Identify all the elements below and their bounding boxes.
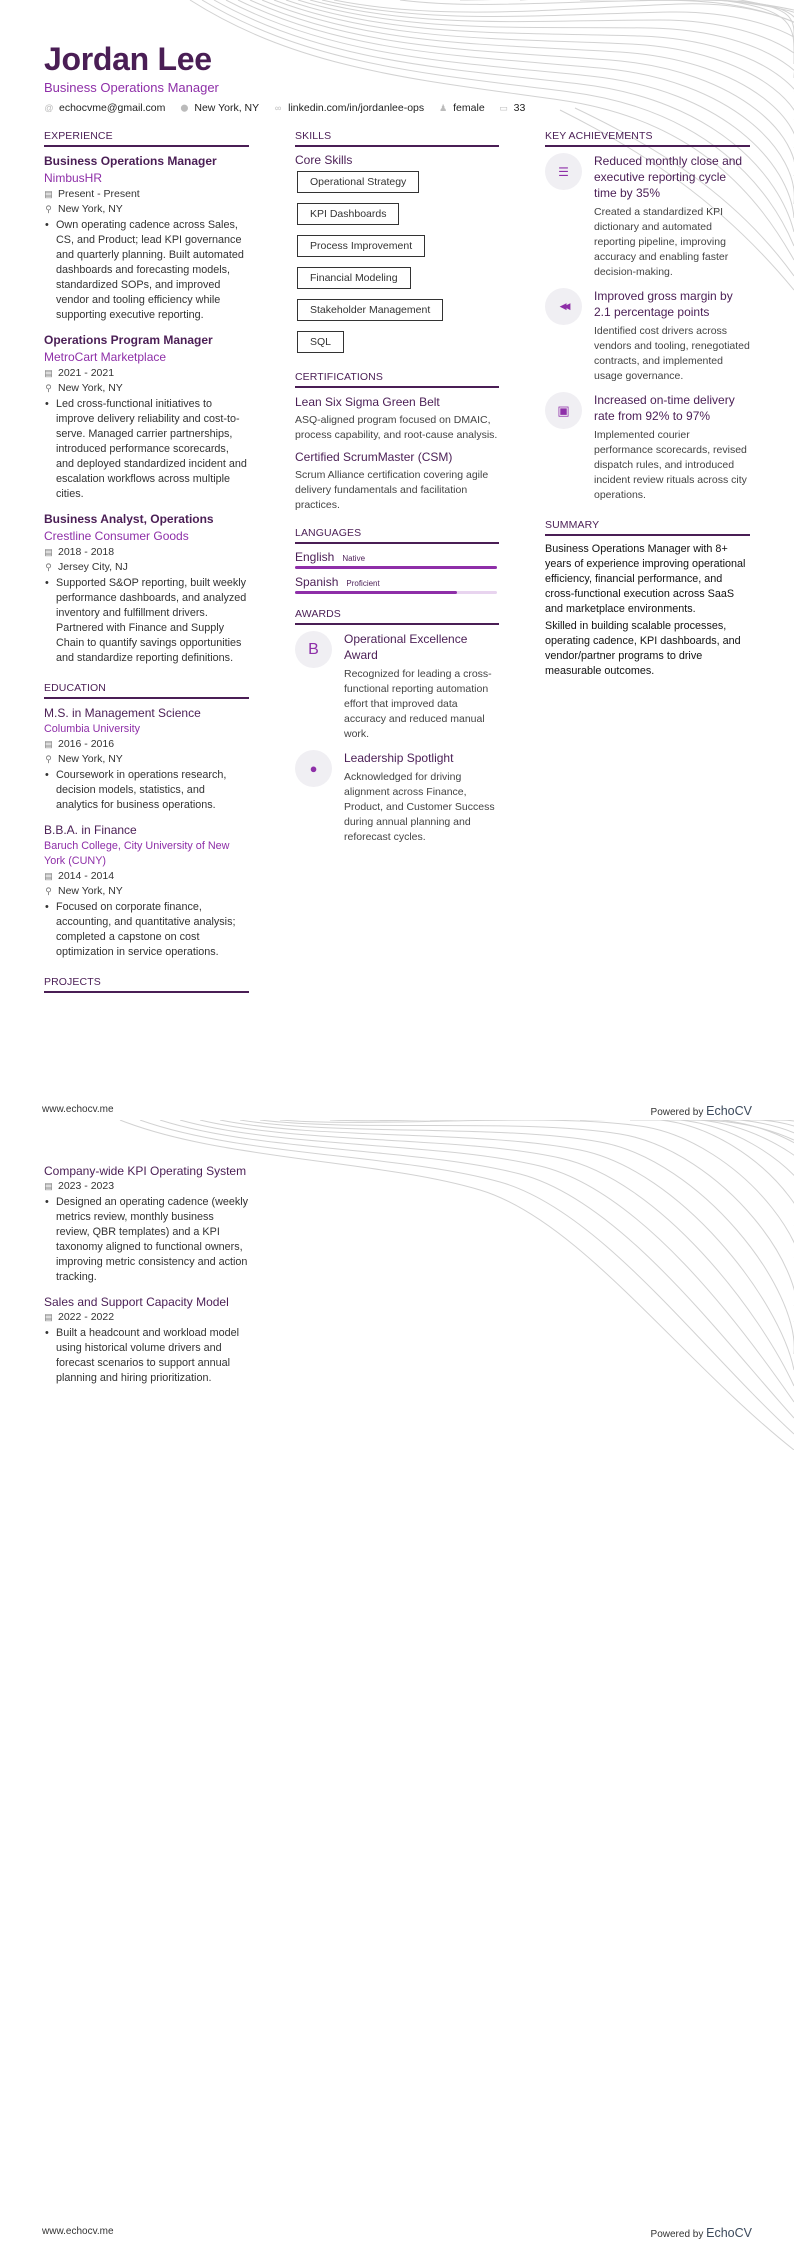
- calendar-icon: ▤: [44, 1181, 53, 1191]
- contact-gender: ♟ female: [439, 102, 485, 114]
- job-role: Business Analyst, Operations: [44, 512, 214, 526]
- contact-location: ⬤ New York, NY: [180, 102, 260, 114]
- contact-linkedin[interactable]: ∞ linkedin.com/in/jordanlee-ops: [274, 102, 425, 114]
- school: Columbia University: [44, 723, 141, 735]
- experience-entry: [44, 511, 249, 666]
- school: Baruch College, City University of New York (CUNY): [44, 840, 230, 867]
- page-footer: [0, 1104, 794, 1118]
- award-name: Operational Excellence Award: [344, 632, 468, 662]
- education-location: New York, NY: [58, 753, 123, 765]
- footer-powered-by: Powered by EchoCV: [650, 1104, 752, 1118]
- contact-email[interactable]: @ echocvme@gmail.com: [44, 102, 166, 114]
- certification-name: Lean Six Sigma Green Belt: [295, 395, 440, 409]
- calendar-icon: ▤: [44, 739, 53, 749]
- section-title-certifications: CERTIFICATIONS: [295, 371, 499, 388]
- job-bullet: • Led cross-functional initiatives to improve delivery reliability and cost-to-serve. Managed carrier partnerships, introduced performance scorecards, and deployed standardized incident and escalation workflows across multiple cities.: [56, 397, 249, 502]
- language-name: English: [295, 550, 335, 564]
- location-pin-icon: ⚲: [45, 754, 52, 764]
- job-role: Operations Program Manager: [44, 333, 213, 347]
- footer-powered-by: Powered by EchoCV: [650, 2226, 752, 2240]
- location-pin-icon: ⚲: [45, 204, 52, 214]
- skill-chip-list: [295, 171, 499, 363]
- projects-section-header: [44, 976, 249, 993]
- calendar-icon: ▤: [44, 189, 53, 199]
- education-bullet: • Focused on corporate finance, accounting, and quantitative analysis; completed a capstone on cost optimization in service operations.: [56, 900, 249, 960]
- location-pin-icon: ⚲: [45, 383, 52, 393]
- page-footer: [0, 2226, 794, 2240]
- skills-group-title: Core Skills: [295, 153, 353, 167]
- job-dates: 2021 - 2021: [58, 367, 115, 379]
- achievement-title: Improved gross margin by 2.1 percentage points: [594, 289, 733, 319]
- language-proficiency-bar: [295, 591, 497, 594]
- skill-chip: Financial Modeling: [297, 267, 411, 289]
- job-location: New York, NY: [58, 382, 123, 394]
- summary-section: [545, 519, 750, 679]
- job-role: Business Operations Manager: [44, 154, 217, 168]
- achievement-entry: [545, 392, 750, 503]
- skill-chip: Stakeholder Management: [297, 299, 443, 321]
- location-pin-icon: ⚲: [45, 562, 52, 572]
- education-section: [44, 682, 249, 960]
- letter-b-icon: B: [295, 631, 332, 668]
- achievement-entry: [545, 153, 750, 280]
- job-bullet: • Own operating cadence across Sales, CS, and Product; lead KPI governance and quarterly planning. Built automated dashboards and forecasting models, standardized SOPs, and improved vendor and tooling efficiency while supporting executive reporting.: [56, 218, 249, 323]
- degree: M.S. in Management Science: [44, 706, 201, 720]
- achievement-description: Identified cost drivers across vendors and tooling, renegotiated contracts, and implemented usage governance.: [594, 325, 750, 382]
- section-title-languages: LANGUAGES: [295, 527, 499, 544]
- project-entry: [44, 1294, 249, 1386]
- education-location: New York, NY: [58, 885, 123, 897]
- candidate-title: Business Operations Manager: [44, 80, 219, 95]
- section-title-education: EDUCATION: [44, 682, 249, 699]
- project-name: Sales and Support Capacity Model: [44, 1295, 229, 1309]
- education-dates: 2016 - 2016: [58, 738, 115, 750]
- award-entry: [295, 631, 499, 742]
- project-name: Company-wide KPI Operating System: [44, 1164, 247, 1178]
- footer-website-link[interactable]: www.echocv.me: [42, 2226, 114, 2237]
- award-entry: [295, 750, 499, 845]
- job-location: New York, NY: [58, 203, 123, 215]
- skills-section: [295, 130, 499, 363]
- certification-description: ASQ-aligned program focused on DMAIC, process capability, and root-cause analysis.: [295, 414, 498, 441]
- certification-description: Scrum Alliance certification covering agile delivery fundamentals and facilitation practices.: [295, 469, 489, 511]
- calendar-icon: ▭: [499, 102, 508, 113]
- language-proficiency-bar: [295, 566, 497, 569]
- language-level: Native: [342, 554, 366, 563]
- link-icon: ∞: [274, 103, 282, 113]
- experience-section: [44, 130, 249, 666]
- project-bullet: • Designed an operating cadence (weekly metrics review, monthly business review, QBR templates) and a KPI taxonomy aligned to functional owners, improving metric consistency and action tracking.: [56, 1195, 249, 1285]
- project-entry: [44, 1163, 249, 1285]
- section-title-experience: EXPERIENCE: [44, 130, 249, 147]
- location-pin-icon: ⚲: [45, 886, 52, 896]
- job-dates: Present - Present: [58, 188, 140, 200]
- education-entry: [44, 822, 249, 960]
- skill-chip: Process Improvement: [297, 235, 425, 257]
- achievement-title: Reduced monthly close and executive reporting cycle time by 35%: [594, 154, 743, 200]
- awards-section: [295, 608, 499, 845]
- degree: B.B.A. in Finance: [44, 823, 137, 837]
- rewind-icon: ◀◀: [545, 288, 582, 325]
- calendar-icon: ▤: [44, 1312, 53, 1322]
- project-bullet: • Built a headcount and workload model using historical volume drivers and forecast scenarios to support annual planning and hiring prioritization.: [56, 1326, 249, 1386]
- award-description: Recognized for leading a cross-functional reporting automation effort that improved data accuracy and reduced manual work.: [344, 668, 492, 740]
- footer-website-link[interactable]: www.echocv.me: [42, 1104, 114, 1115]
- candidate-name: Jordan Lee: [44, 41, 212, 77]
- summary-paragraph: Business Operations Manager with 8+ years of experience improving operational efficiency, financial performance, and cross-functional execution across SaaS and marketplace environments.: [545, 543, 746, 615]
- experience-entry: [44, 153, 249, 323]
- project-dates: 2022 - 2022: [58, 1311, 115, 1323]
- calendar-icon: ▤: [44, 871, 53, 881]
- experience-entry: [44, 332, 249, 502]
- award-name: Leadership Spotlight: [344, 751, 454, 765]
- education-entry: [44, 705, 249, 813]
- job-company: NimbusHR: [44, 171, 103, 185]
- shield-badge-icon: ●: [295, 750, 332, 787]
- key-achievements-section: [545, 130, 750, 503]
- section-title-awards: AWARDS: [295, 608, 499, 625]
- language-level: Proficient: [346, 579, 380, 588]
- section-title-summary: SUMMARY: [545, 519, 750, 536]
- certification-name: Certified ScrumMaster (CSM): [295, 450, 453, 464]
- calendar-chart-icon: ▣: [545, 392, 582, 429]
- job-company: Crestline Consumer Goods: [44, 529, 189, 543]
- skill-chip: SQL: [297, 331, 344, 353]
- resume-header: [44, 40, 525, 114]
- education-bullet: • Coursework in operations research, decision models, statistics, and analytics for business operations.: [56, 768, 249, 813]
- contact-age: ▭ 33: [499, 102, 526, 114]
- location-pin-icon: ⬤: [180, 105, 189, 112]
- skill-chip: KPI Dashboards: [297, 203, 399, 225]
- skill-chip: Operational Strategy: [297, 171, 419, 193]
- contact-list: [44, 102, 525, 114]
- job-location: Jersey City, NJ: [58, 561, 128, 573]
- summary-paragraph: Skilled in building scalable processes, operating cadence, KPI dashboards, and vendor/partner programs to drive measurable outcomes.: [545, 620, 741, 677]
- projects-section: [44, 1163, 249, 1395]
- award-description: Acknowledged for driving alignment across Finance, Product, and Customer Success during annual planning and reforecast cycles.: [344, 771, 495, 843]
- calendar-icon: ▤: [44, 368, 53, 378]
- job-dates: 2018 - 2018: [58, 546, 115, 558]
- section-title-skills: SKILLS: [295, 130, 499, 147]
- project-dates: 2023 - 2023: [58, 1180, 115, 1192]
- languages-section: [295, 527, 499, 594]
- certifications-section: [295, 371, 499, 513]
- section-title-projects: PROJECTS: [44, 976, 249, 993]
- section-title-key-achievements: KEY ACHIEVEMENTS: [545, 130, 750, 147]
- left-column: [44, 130, 249, 999]
- achievement-title: Increased on-time delivery rate from 92% to 97%: [594, 393, 735, 423]
- education-dates: 2014 - 2014: [58, 870, 115, 882]
- language-name: Spanish: [295, 575, 339, 589]
- person-icon: ♟: [439, 102, 448, 113]
- brand-logo: EchoCV: [706, 1104, 752, 1118]
- calendar-icon: ▤: [44, 547, 53, 557]
- lines-icon: ☰: [545, 153, 582, 190]
- middle-column: [295, 130, 499, 853]
- at-icon: @: [44, 103, 54, 113]
- job-company: MetroCart Marketplace: [44, 350, 167, 364]
- right-column: [545, 130, 750, 681]
- achievement-description: Created a standardized KPI dictionary and automated reporting pipeline, improving accuracy and enabling faster decision-making.: [594, 206, 729, 278]
- achievement-description: Implemented courier performance scorecards, revised dispatch rules, and introduced incident review rituals across city operations.: [594, 429, 747, 501]
- achievement-entry: [545, 288, 750, 384]
- job-bullet: • Supported S&OP reporting, built weekly performance dashboards, and analyzed inventory and fulfillment drivers. Partnered with Finance and Supply Chain to quantify savings opportunities and standardize reporting definitions.: [56, 576, 249, 666]
- brand-logo: EchoCV: [706, 2226, 752, 2240]
